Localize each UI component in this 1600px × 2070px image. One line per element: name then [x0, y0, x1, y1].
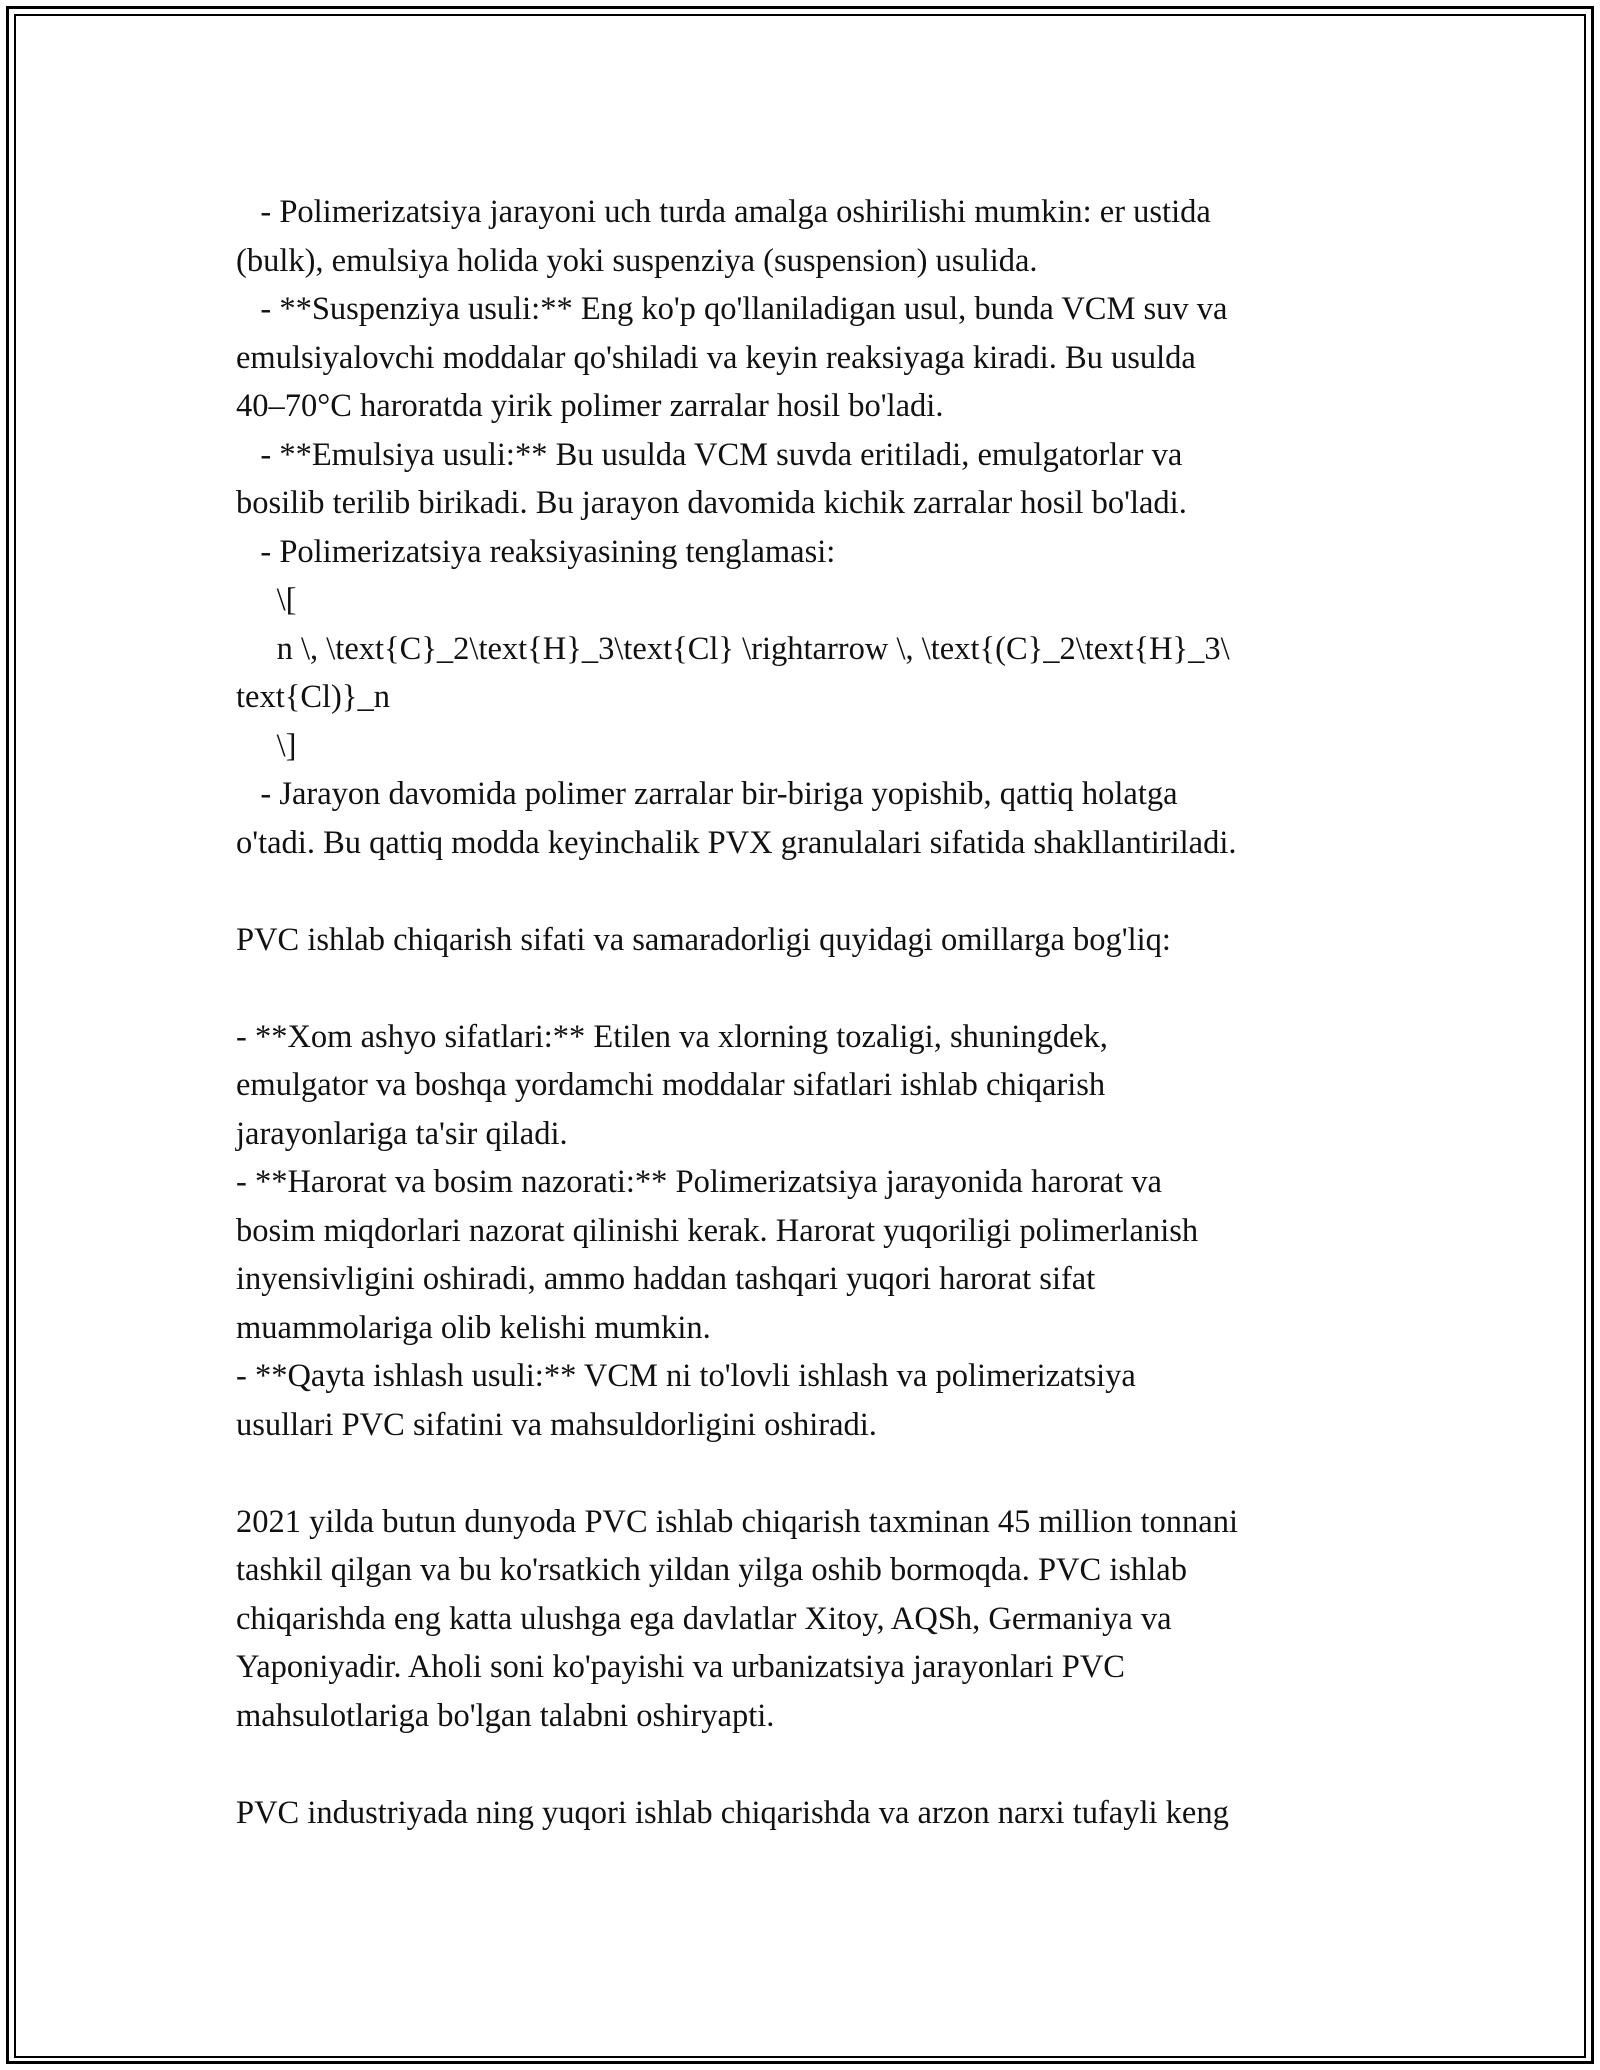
- text-line: bosilib terilib birikadi. Bu jarayon davomida kichik zarralar hosil bo'ladi.: [236, 485, 1187, 521]
- text-line: o'tadi. Bu qattiq modda keyinchalik PVX granulalari sifatida shakllantiriladi.: [236, 824, 1237, 861]
- text-line: - **Suspenziya usuli:** Eng ko'p qo'llaniladigan usul, bunda VCM suv va: [236, 291, 1228, 327]
- text-line: jarayonlariga ta'sir qiladi.: [236, 1115, 568, 1152]
- text-line: emulgator va boshqa yordamchi moddalar sifatlari ishlab chiqarish: [236, 1067, 1106, 1103]
- text-line: bosim miqdorlari nazorat qilinishi kerak. Harorat yuqoriligi polimerlanish: [236, 1212, 1199, 1249]
- text-line: tashkil qilgan va bu ko'rsatkich yildan yilga oshib bormoqda. PVC ishlab: [236, 1552, 1187, 1588]
- text-line: (bulk), emulsiya holida yoki suspenziya (suspension) usulida.: [236, 242, 1038, 279]
- text-line: muammolariga olib kelishi mumkin.: [236, 1309, 711, 1346]
- text-line: text{Cl)}_n: [236, 679, 390, 715]
- blank-line: [236, 1449, 1376, 1498]
- text-line: - **Emulsiya usuli:** Bu usulda VCM suvda eritiladi, emulgatorlar va: [236, 436, 1183, 473]
- text-line: - **Harorat va bosim nazorati:** Polimerizatsiya jarayonida harorat va: [236, 1164, 1162, 1200]
- text-line: n \, \text{C}_2\text{H}_3\text{Cl} \rightarrow \, \text{(C}_2\text{H}_3\: [236, 630, 1230, 667]
- text-line: - Polimerizatsiya reaksiyasining tenglamasi:: [236, 533, 836, 570]
- text-line: PVC ishlab chiqarish sifati va samaradorligi quyidagi omillarga bog'liq:: [236, 921, 1171, 958]
- blank-line: [236, 867, 1376, 916]
- text-line: - **Qayta ishlash usuli:** VCM ni to'lovli ishlash va polimerizatsiya: [236, 1358, 1136, 1394]
- text-line: - Jarayon davomida polimer zarralar bir-biriga yopishib, qattiq holatga: [236, 776, 1178, 812]
- text-line: inyensivligini oshiradi, ammo haddan tashqari yuqori harorat sifat: [236, 1261, 1096, 1297]
- text-line: usullari PVC sifatini va mahsuldorligini oshiradi.: [236, 1406, 877, 1443]
- text-line: - Polimerizatsiya jarayoni uch turda amalga oshirilishi mumkin: er ustida: [236, 194, 1211, 230]
- text-line: mahsulotlariga bo'lgan talabni oshiryapti.: [236, 1697, 775, 1734]
- text-line: \]: [236, 727, 297, 764]
- text-line: emulsiyalovchi moddalar qo'shiladi va keyin reaksiyaga kiradi. Bu usulda: [236, 339, 1196, 376]
- blank-line: [236, 1740, 1376, 1789]
- text-line: 40–70°C haroratda yirik polimer zarralar hosil bo'ladi.: [236, 388, 944, 424]
- text-line: chiqarishda eng katta ulushga ega davlatlar Xitoy, AQSh, Germaniya va: [236, 1600, 1172, 1637]
- text-line: 2021 yilda butun dunyoda PVC ishlab chiqarish taxminan 45 million tonnani: [236, 1503, 1238, 1540]
- blank-line: [236, 964, 1376, 1013]
- document-body: [236, 188, 1376, 1837]
- text-line: PVC industriyada ning yuqori ishlab chiqarishda va arzon narxi tufayli keng: [236, 1794, 1229, 1831]
- text-line: \[: [236, 582, 297, 618]
- text-line: Yaponiyadir. Aholi soni ko'payishi va urbanizatsiya jarayonlari PVC: [236, 1649, 1125, 1685]
- text-line: - **Xom ashyo sifatlari:** Etilen va xlorning tozaligi, shuningdek,: [236, 1018, 1108, 1055]
